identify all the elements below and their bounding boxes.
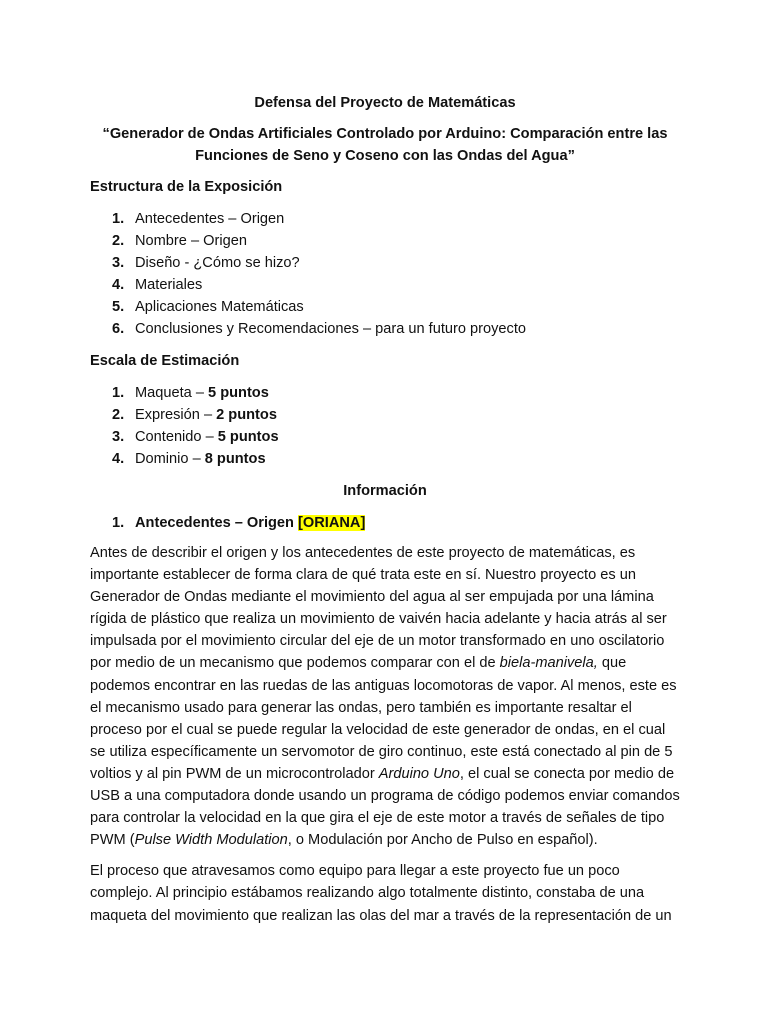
scale-points: 5 puntos — [208, 385, 269, 401]
list-item-text: Diseño - ¿Cómo se hizo? — [135, 255, 300, 271]
section-number: 1. — [112, 515, 125, 531]
list-item — [90, 382, 680, 404]
list-item — [90, 274, 680, 296]
paragraph-text: Antes de describir el origen y los antecedentes de este proyecto de matemáticas, es importante establecer de forma clara de qué trata este en sí. Nuestro proyecto es un Generador de Ondas mediante el movimiento del agua al ser empujada por una lámina rígida de plástico que realiza un movimiento de vaivén hacia adelante y hacia atrás al ser impulsada por el movimiento circular del eje de un motor transformado en uno oscilatorio por medio de un mecanismo que podemos comparar con el de — [90, 545, 667, 672]
scale-heading: Escala de Estimación — [90, 353, 240, 369]
list-number: 1. — [112, 211, 125, 227]
document-title: Defensa del Proyecto de Matemáticas — [254, 95, 516, 111]
document-page — [90, 92, 680, 936]
structure-heading: Estructura de la Exposición — [90, 179, 283, 195]
scale-points: 5 puntos — [217, 429, 279, 445]
paragraph-text: que podemos encontrar en las ruedas de las antiguas locomotoras de vapor. Al menos, este es el mecanismo usado para generar las ondas, pero también es importante resaltar el proceso por el cual se puede regular la velocidad de este generador de ondas, en el cual se utiliza específicamente un servomotor de giro continuo, este está conectado al pin de 5 voltios y al pin PWM de un microcontrolador — [90, 655, 677, 782]
structure-list — [90, 208, 680, 340]
list-item-text: Nombre – Origen — [135, 233, 247, 249]
list-item-text: Conclusiones y Recomendaciones – para un futuro proyecto — [135, 321, 527, 337]
list-item-text: Aplicaciones Matemáticas — [135, 299, 304, 315]
list-number: 5. — [112, 299, 125, 315]
information-heading: Información — [343, 483, 427, 499]
author-tag: [ORIANA] — [298, 515, 366, 531]
paragraph-text: , o Modulación por Ancho de Pulso en español). — [287, 832, 598, 849]
list-number: 3. — [112, 429, 125, 445]
list-number: 4. — [112, 277, 125, 293]
section-1-heading — [90, 512, 680, 534]
list-item — [90, 318, 680, 340]
scale-points: 2 puntos — [216, 407, 277, 423]
list-number: 4. — [112, 451, 125, 467]
scale-list — [90, 382, 680, 470]
list-item-text: Antecedentes – Origen — [135, 211, 285, 227]
list-item — [90, 208, 680, 230]
scale-label: Maqueta – — [135, 385, 209, 401]
italic-term: biela-manivela, — [499, 655, 598, 672]
paragraph-1 — [90, 542, 680, 851]
list-item-text: Materiales — [135, 277, 203, 293]
list-item — [90, 404, 680, 426]
list-number: 2. — [112, 407, 125, 423]
project-title-line1: “Generador de Ondas Artificiales Controlado por Arduino: Comparación entre las — [102, 126, 668, 142]
italic-term: Pulse Width Modulation — [134, 832, 288, 849]
scale-label: Expresión – — [135, 407, 217, 423]
project-title — [90, 123, 680, 167]
section-title: Antecedentes – Origen — [135, 515, 299, 531]
paragraph-text: , el cual se conecta por medio de USB a una computadora donde usando un programa de código podemos enviar comandos para controlar la velocidad en la que gira el eje de este motor a través de señales de tipo PWM ( — [90, 765, 680, 849]
scale-label: Dominio – — [135, 451, 205, 467]
italic-term: Arduino Uno — [378, 765, 460, 782]
scale-label: Contenido – — [135, 429, 218, 445]
list-item — [90, 448, 680, 470]
list-item — [90, 426, 680, 448]
list-item — [90, 296, 680, 318]
project-title-line2: Funciones de Seno y Coseno con las Ondas del Agua” — [195, 148, 575, 164]
list-number: 3. — [112, 255, 125, 271]
list-item — [90, 252, 680, 274]
list-number: 1. — [112, 385, 125, 401]
scale-points: 8 puntos — [204, 451, 266, 467]
list-number: 6. — [112, 321, 125, 337]
list-item — [90, 230, 680, 252]
paragraph-2: El proceso que atravesamos como equipo para llegar a este proyecto fue un poco complejo. Al principio estábamos realizando algo totalmente distinto, constaba de una maqueta del movimiento que realizan las olas del mar a través de la representación de un — [90, 863, 672, 924]
list-number: 2. — [112, 233, 125, 249]
